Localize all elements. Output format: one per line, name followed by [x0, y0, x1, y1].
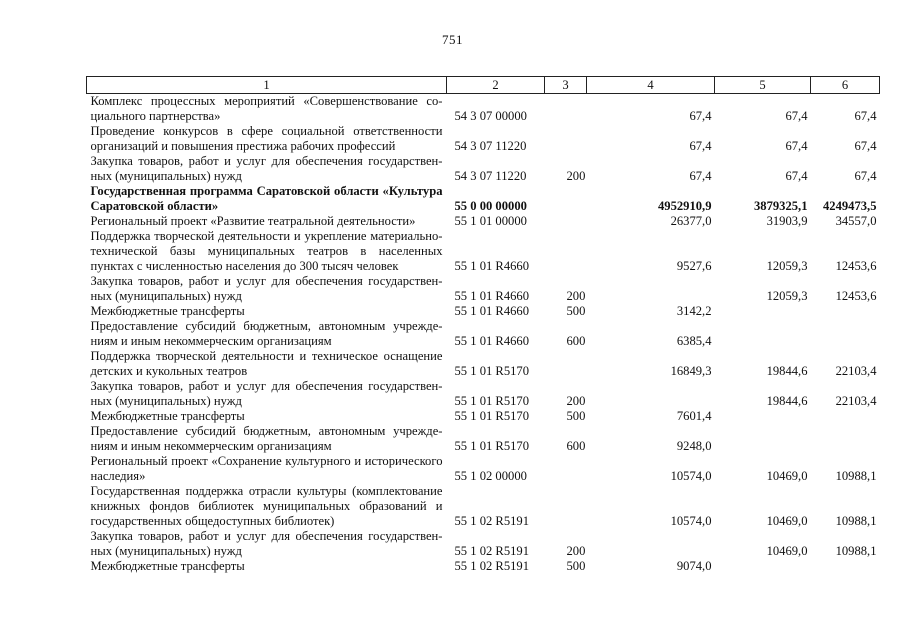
- amount-col-6: 12453,6: [835, 259, 877, 273]
- amount-col-6: 67,4: [854, 169, 877, 183]
- expense-type-code: 600: [566, 334, 586, 348]
- amount-col-4: 10574,0: [670, 514, 712, 528]
- amount-col-5: 67,4: [785, 169, 808, 183]
- row-description: Межбюджетные трансферты: [90, 559, 245, 573]
- expense-type-code: 500: [566, 559, 586, 573]
- table-row: [87, 379, 880, 409]
- target-article-code: 55 1 02 R5191: [454, 514, 530, 528]
- target-article-code: 55 1 01 R4660: [454, 334, 530, 348]
- target-article-code: 55 1 01 R5170: [454, 439, 530, 453]
- column-header: 3: [545, 77, 587, 94]
- row-description: Межбюджетные трансферты: [90, 304, 245, 318]
- amount-col-4: 67,4: [689, 169, 712, 183]
- expense-type-code: 500: [566, 409, 586, 423]
- target-article-code: 55 1 01 R4660: [454, 289, 530, 303]
- expense-type-code: [545, 229, 587, 274]
- row-description: Государственная программа Саратовской области «Культура Саратовской области»: [90, 184, 443, 213]
- target-article-code: 54 3 07 11220: [454, 169, 527, 183]
- expense-type-code: [545, 454, 587, 484]
- amount-col-4: 67,4: [689, 109, 712, 123]
- row-description: Проведение конкурсов в сфере социальной ответственности организаций и повышения престижа рабочих профессий: [90, 124, 443, 153]
- table-row: [87, 94, 880, 125]
- amount-col-6: 12453,6: [835, 289, 877, 303]
- column-header: 2: [447, 77, 545, 94]
- table-row: [87, 229, 880, 274]
- amount-col-6: 22103,4: [835, 394, 877, 408]
- column-header: 5: [715, 77, 811, 94]
- row-description: Государственная поддержка отрасли культуры (комплектование книжных фондов библиотек муниципальных образований и государственных общедоступных библиотек): [90, 484, 443, 528]
- expense-type-code: 600: [566, 439, 586, 453]
- amount-col-4: 9074,0: [676, 559, 712, 573]
- expense-type-code: [545, 484, 587, 529]
- row-description: Закупка товаров, работ и услуг для обеспечения государственных (муниципальных) нужд: [90, 379, 443, 408]
- target-article-code: 54 3 07 00000: [454, 109, 527, 123]
- amount-col-5: 10469,0: [766, 469, 808, 483]
- column-header: 1: [87, 77, 447, 94]
- budget-table: [86, 76, 880, 574]
- row-description: Региональный проект «Сохранение культурного и исторического наследия»: [90, 454, 443, 483]
- target-article-code: 55 1 02 R5191: [454, 544, 530, 558]
- amount-col-6: 34557,0: [835, 214, 877, 228]
- table-row: [87, 214, 880, 229]
- column-header: 6: [811, 77, 880, 94]
- amount-col-6: 4249473,5: [822, 199, 877, 213]
- amount-col-4: 4952910,9: [657, 199, 712, 213]
- row-description: Закупка товаров, работ и услуг для обеспечения государственных (муниципальных) нужд: [90, 529, 443, 558]
- amount-col-6: [811, 424, 880, 454]
- target-article-code: 55 1 02 00000: [454, 469, 527, 483]
- amount-col-5: 67,4: [785, 139, 808, 153]
- table-row: [87, 559, 880, 574]
- amount-col-4: 26377,0: [670, 214, 712, 228]
- table-row: [87, 124, 880, 154]
- expense-type-code: 200: [566, 544, 586, 558]
- amount-col-4: 7601,4: [676, 409, 712, 423]
- table-row: [87, 349, 880, 379]
- target-article-code: 55 1 01 00000: [454, 214, 527, 228]
- expense-type-code: 500: [566, 304, 586, 318]
- amount-col-5: 10469,0: [766, 544, 808, 558]
- expense-type-code: 200: [566, 394, 586, 408]
- amount-col-4: 6385,4: [676, 334, 712, 348]
- amount-col-6: [811, 304, 880, 319]
- amount-col-4: [587, 274, 715, 304]
- amount-col-4: [587, 379, 715, 409]
- header-row: [87, 77, 880, 94]
- amount-col-5: [715, 559, 811, 574]
- row-description: Региональный проект «Развитие театральной деятельности»: [90, 214, 416, 228]
- amount-col-5: [715, 304, 811, 319]
- amount-col-6: [811, 559, 880, 574]
- target-article-code: 55 1 01 R5170: [454, 364, 530, 378]
- table-row: [87, 274, 880, 304]
- target-article-code: 55 1 01 R5170: [454, 394, 530, 408]
- table-row: [87, 529, 880, 559]
- row-description: Поддержка творческой деятельности и укрепление материально-технической базы муниципальных театров в населенных пунктах с численностью населения до 300 тысяч человек: [90, 229, 443, 273]
- amount-col-6: 67,4: [854, 109, 877, 123]
- row-description: Межбюджетные трансферты: [90, 409, 245, 423]
- row-description: Предоставление субсидий бюджетным, автономным учреждениям и иным некоммерческим организациям: [90, 424, 443, 453]
- table-row: [87, 154, 880, 184]
- amount-col-6: [811, 319, 880, 349]
- row-description: Закупка товаров, работ и услуг для обеспечения государственных (муниципальных) нужд: [90, 274, 443, 303]
- table-row: [87, 454, 880, 484]
- amount-col-4: 10574,0: [670, 469, 712, 483]
- target-article-code: 55 1 02 R5191: [454, 559, 530, 573]
- row-description: Поддержка творческой деятельности и техническое оснащение детских и кукольных театров: [90, 349, 443, 378]
- row-description: Предоставление субсидий бюджетным, автономным учреждениям и иным некоммерческим организациям: [90, 319, 443, 348]
- amount-col-5: 19844,6: [766, 364, 808, 378]
- column-header: 4: [587, 77, 715, 94]
- amount-col-5: 12059,3: [766, 289, 808, 303]
- amount-col-6: 10988,1: [835, 514, 877, 528]
- amount-col-5: 3879325,1: [753, 199, 808, 213]
- amount-col-6: 10988,1: [835, 469, 877, 483]
- amount-col-5: [715, 319, 811, 349]
- amount-col-4: 16849,3: [670, 364, 712, 378]
- row-description: Закупка товаров, работ и услуг для обеспечения государственных (муниципальных) нужд: [90, 154, 443, 183]
- amount-col-5: 10469,0: [766, 514, 808, 528]
- target-article-code: 55 1 01 R4660: [454, 259, 530, 273]
- table-row: [87, 319, 880, 349]
- target-article-code: 55 0 00 00000: [454, 199, 527, 213]
- target-article-code: 55 1 01 R5170: [454, 409, 530, 423]
- amount-col-5: 12059,3: [766, 259, 808, 273]
- table-row: [87, 184, 880, 214]
- row-description: Комплекс процессных мероприятий «Совершенствование социального партнерства»: [90, 94, 443, 123]
- amount-col-4: 67,4: [689, 139, 712, 153]
- amount-col-5: [715, 409, 811, 424]
- target-article-code: 55 1 01 R4660: [454, 304, 530, 318]
- amount-col-4: 3142,2: [676, 304, 712, 318]
- amount-col-5: 67,4: [785, 109, 808, 123]
- amount-col-6: 22103,4: [835, 364, 877, 378]
- table-row: [87, 424, 880, 454]
- expense-type-code: [545, 214, 587, 229]
- amount-col-6: 67,4: [854, 139, 877, 153]
- expense-type-code: [545, 349, 587, 379]
- amount-col-5: 19844,6: [766, 394, 808, 408]
- amount-col-4: 9248,0: [676, 439, 712, 453]
- target-article-code: 54 3 07 11220: [454, 139, 527, 153]
- amount-col-4: [587, 529, 715, 559]
- table-row: [87, 484, 880, 529]
- table-row: [87, 304, 880, 319]
- expense-type-code: 200: [566, 169, 586, 183]
- expense-type-code: [545, 184, 587, 214]
- table-row: [87, 409, 880, 424]
- amount-col-4: 9527,6: [676, 259, 712, 273]
- page-number: 751: [442, 32, 463, 47]
- expense-type-code: 200: [566, 289, 586, 303]
- amount-col-6: [811, 409, 880, 424]
- expense-type-code: [545, 94, 587, 125]
- amount-col-5: [715, 424, 811, 454]
- expense-type-code: [545, 124, 587, 154]
- amount-col-5: 31903,9: [766, 214, 808, 228]
- amount-col-6: 10988,1: [835, 544, 877, 558]
